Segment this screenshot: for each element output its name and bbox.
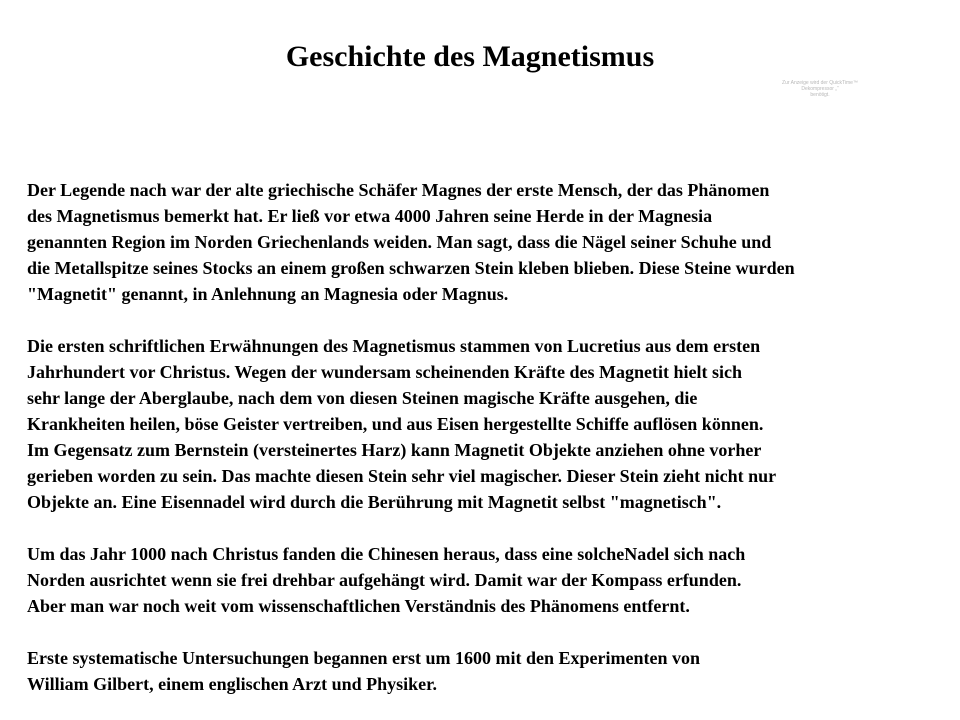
text-line: Der Legende nach war der alte griechische Schäfer Magnes der erste Mensch, der das Phänomen bbox=[27, 180, 770, 200]
text-line: "Magnetit" genannt, in Anlehnung an Magnesia oder Magnus. bbox=[27, 284, 509, 304]
text-line: Norden ausrichtet wenn sie frei drehbar aufgehängt wird. Damit war der Kompass erfunden. bbox=[27, 570, 742, 590]
text-line: Um das Jahr 1000 nach Christus fanden die Chinesen heraus, dass eine solcheNadel sich nach bbox=[27, 544, 746, 564]
text-line: Aber man war noch weit vom wissenschaftlichen Verständnis des Phänomens entfernt. bbox=[27, 596, 690, 616]
placeholder-note-line: Dekompressor „“ bbox=[801, 86, 839, 92]
text-line: William Gilbert, einem englischen Arzt und Physiker. bbox=[27, 674, 438, 694]
slide-title: Geschichte des Magnetismus bbox=[285, 40, 655, 73]
text-line: Im Gegensatz zum Bernstein (versteinertes Harz) kann Magnetit Objekte anziehen ohne vorher bbox=[27, 440, 762, 460]
text-line: Die ersten schriftlichen Erwähnungen des Magnetismus stammen von Lucretius aus dem ersten bbox=[27, 336, 761, 356]
text-line: Objekte an. Eine Eisennadel wird durch die Berührung mit Magnetit selbst "magnetisch". bbox=[27, 492, 722, 512]
paragraph-compass bbox=[27, 541, 947, 619]
text-line: Jahrhundert vor Christus. Wegen der wundersam scheinenden Kräfte des Magnetit hielt sich bbox=[27, 362, 743, 382]
paragraph-legend bbox=[27, 177, 947, 307]
body-text bbox=[27, 177, 947, 697]
text-line: sehr lange der Aberglaube, nach dem von diesen Steinen magische Kräfte ausgehen, die bbox=[27, 388, 698, 408]
paragraph-gilbert bbox=[27, 645, 947, 697]
text-line: Erste systematische Untersuchungen begannen erst um 1600 mit den Experimenten von bbox=[27, 648, 700, 668]
text-line: gerieben worden zu sein. Das machte diesen Stein sehr viel magischer. Dieser Stein zieht nicht nur bbox=[27, 466, 777, 486]
placeholder-note-line: Zur Anzeige wird der QuickTime™ bbox=[782, 80, 858, 86]
quicktime-placeholder-note bbox=[760, 80, 880, 98]
placeholder-note-line: benötigt. bbox=[810, 92, 830, 98]
text-line: die Metallspitze seines Stocks an einem großen schwarzen Stein kleben blieben. Diese Steine wurden bbox=[27, 258, 795, 278]
text-line: Krankheiten heilen, böse Geister vertreiben, und aus Eisen hergestellte Schiffe auflösen können. bbox=[27, 414, 764, 434]
text-line: des Magnetismus bemerkt hat. Er ließ vor etwa 4000 Jahren seine Herde in der Magnesia bbox=[27, 206, 713, 226]
text-line: genannten Region im Norden Griechenlands weiden. Man sagt, dass die Nägel seiner Schuhe und bbox=[27, 232, 772, 252]
paragraph-early-records bbox=[27, 333, 947, 515]
